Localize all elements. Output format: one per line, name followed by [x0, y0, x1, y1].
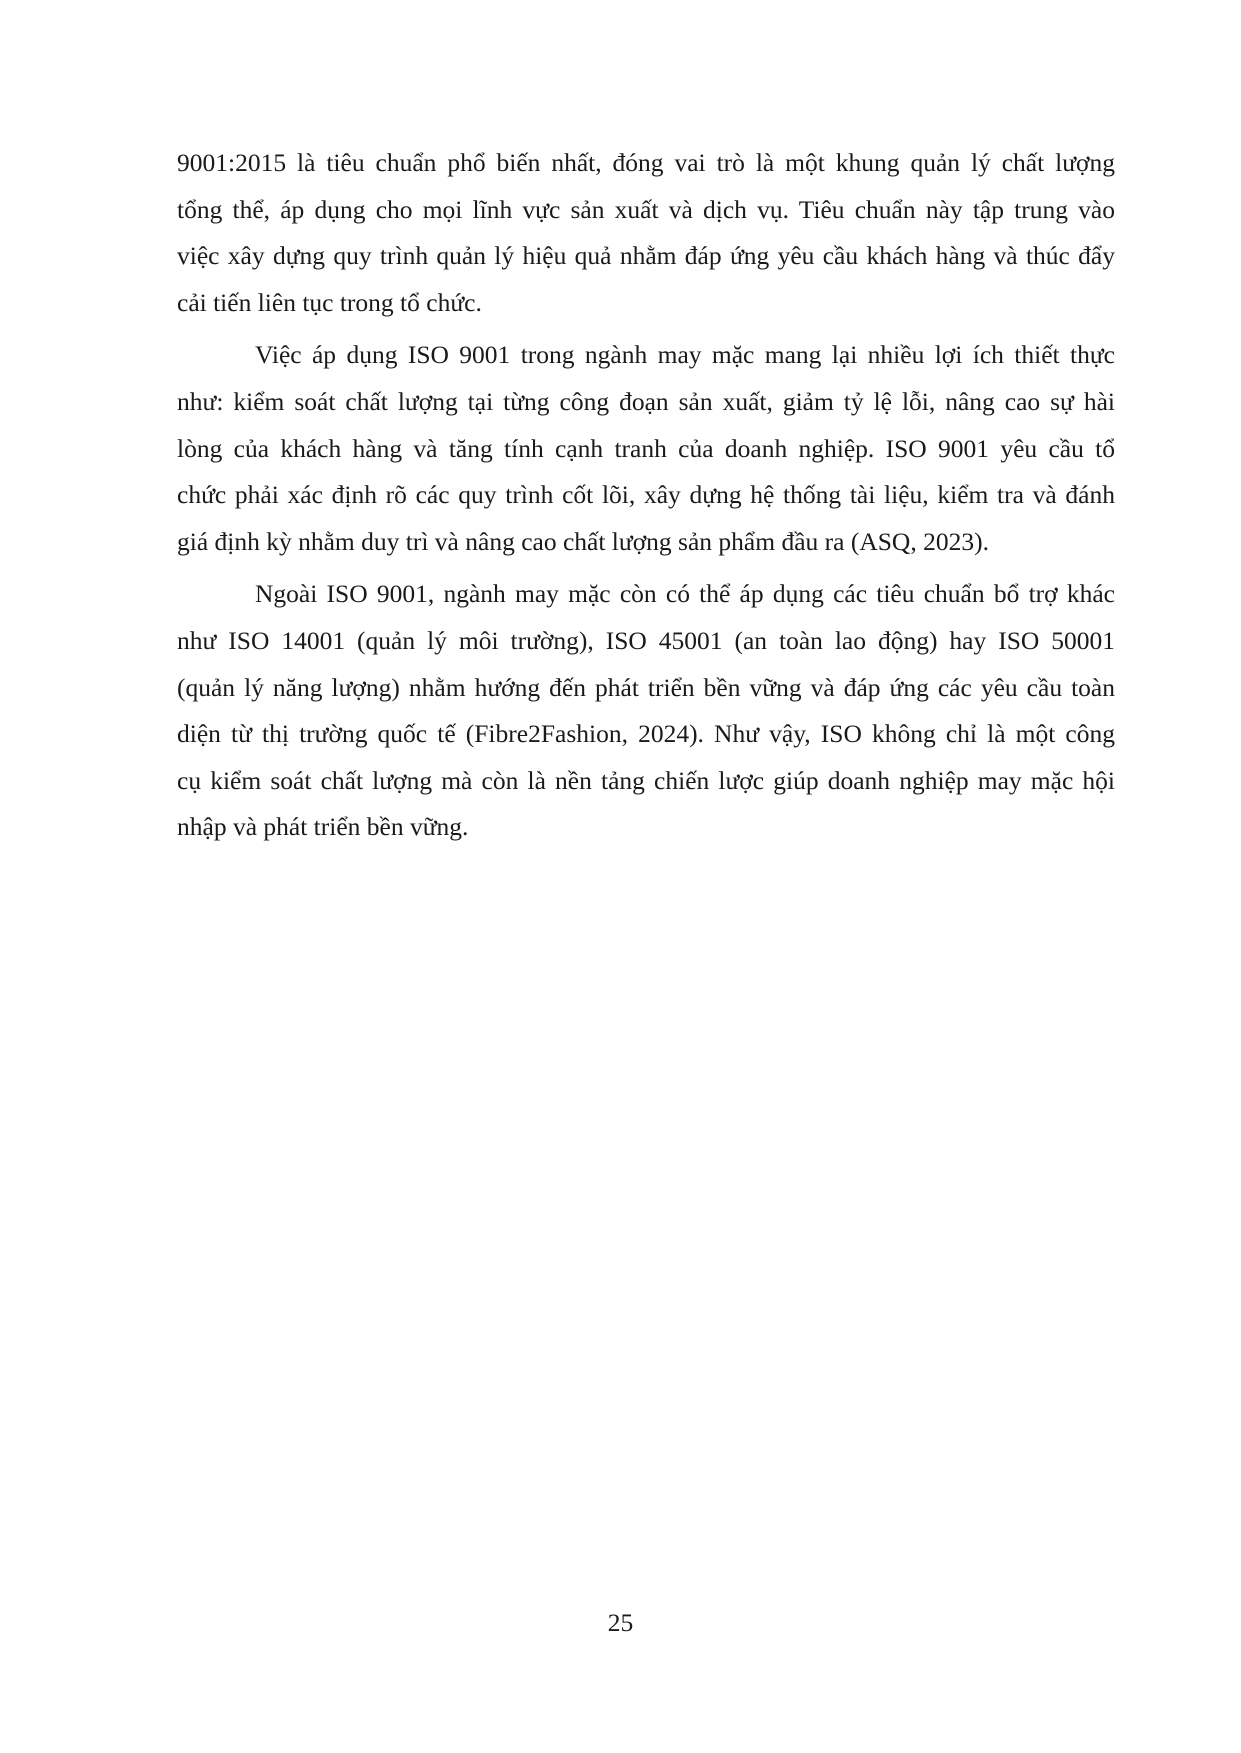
body-text — [177, 140, 1115, 857]
text-line: việc xây dựng quy trình quản lý hiệu quả nhằm đáp ứng yêu cầu khách hàng và thúc đẩy — [177, 241, 1115, 271]
text-line: tổng thể, áp dụng cho mọi lĩnh vực sản xuất và dịch vụ. Tiêu chuẩn này tập trung vào — [177, 194, 1115, 224]
page-number: 25 — [607, 1608, 634, 1637]
text-line: chức phải xác định rõ các quy trình cốt lõi, xây dựng hệ thống tài liệu, kiểm tra và đánh — [177, 480, 1115, 510]
paragraph-iso-9001-overview — [177, 140, 1115, 326]
paragraph-other-standards — [177, 571, 1115, 851]
text-line: như: kiểm soát chất lượng tại từng công đoạn sản xuất, giảm tỷ lệ lỗi, nâng cao sự hài — [177, 386, 1115, 416]
text-line: lòng của khách hàng và tăng tính cạnh tranh của doanh nghiệp. ISO 9001 yêu cầu tổ — [177, 433, 1115, 463]
text-line: 9001:2015 là tiêu chuẩn phổ biến nhất, đóng vai trò là một khung quản lý chất lượng — [177, 148, 1115, 177]
text-line: Ngoài ISO 9001, ngành may mặc còn có thể áp dụng các tiêu chuẩn bổ trợ khác — [255, 579, 1115, 609]
text-line: cải tiến liên tục trong tổ chức. — [177, 287, 482, 317]
text-line: giá định kỳ nhằm duy trì và nâng cao chất lượng sản phẩm đầu ra (ASQ, 2023). — [177, 526, 989, 556]
text-line: cụ kiểm soát chất lượng mà còn là nền tảng chiến lược giúp doanh nghiệp may mặc hội — [177, 765, 1115, 795]
text-line: (quản lý năng lượng) nhằm hướng đến phát triển bền vững và đáp ứng các yêu cầu toàn — [177, 672, 1115, 702]
text-line: diện từ thị trường quốc tế (Fibre2Fashion, 2024). Như vậy, ISO không chỉ là một công — [177, 719, 1115, 749]
text-line: nhập và phát triển bền vững. — [177, 812, 469, 842]
text-line: Việc áp dụng ISO 9001 trong ngành may mặc mang lại nhiều lợi ích thiết thực — [255, 340, 1115, 370]
text-line: như ISO 14001 (quản lý môi trường), ISO 45001 (an toàn lao động) hay ISO 50001 — [177, 625, 1115, 655]
paragraph-iso-9001-benefits — [177, 332, 1115, 565]
